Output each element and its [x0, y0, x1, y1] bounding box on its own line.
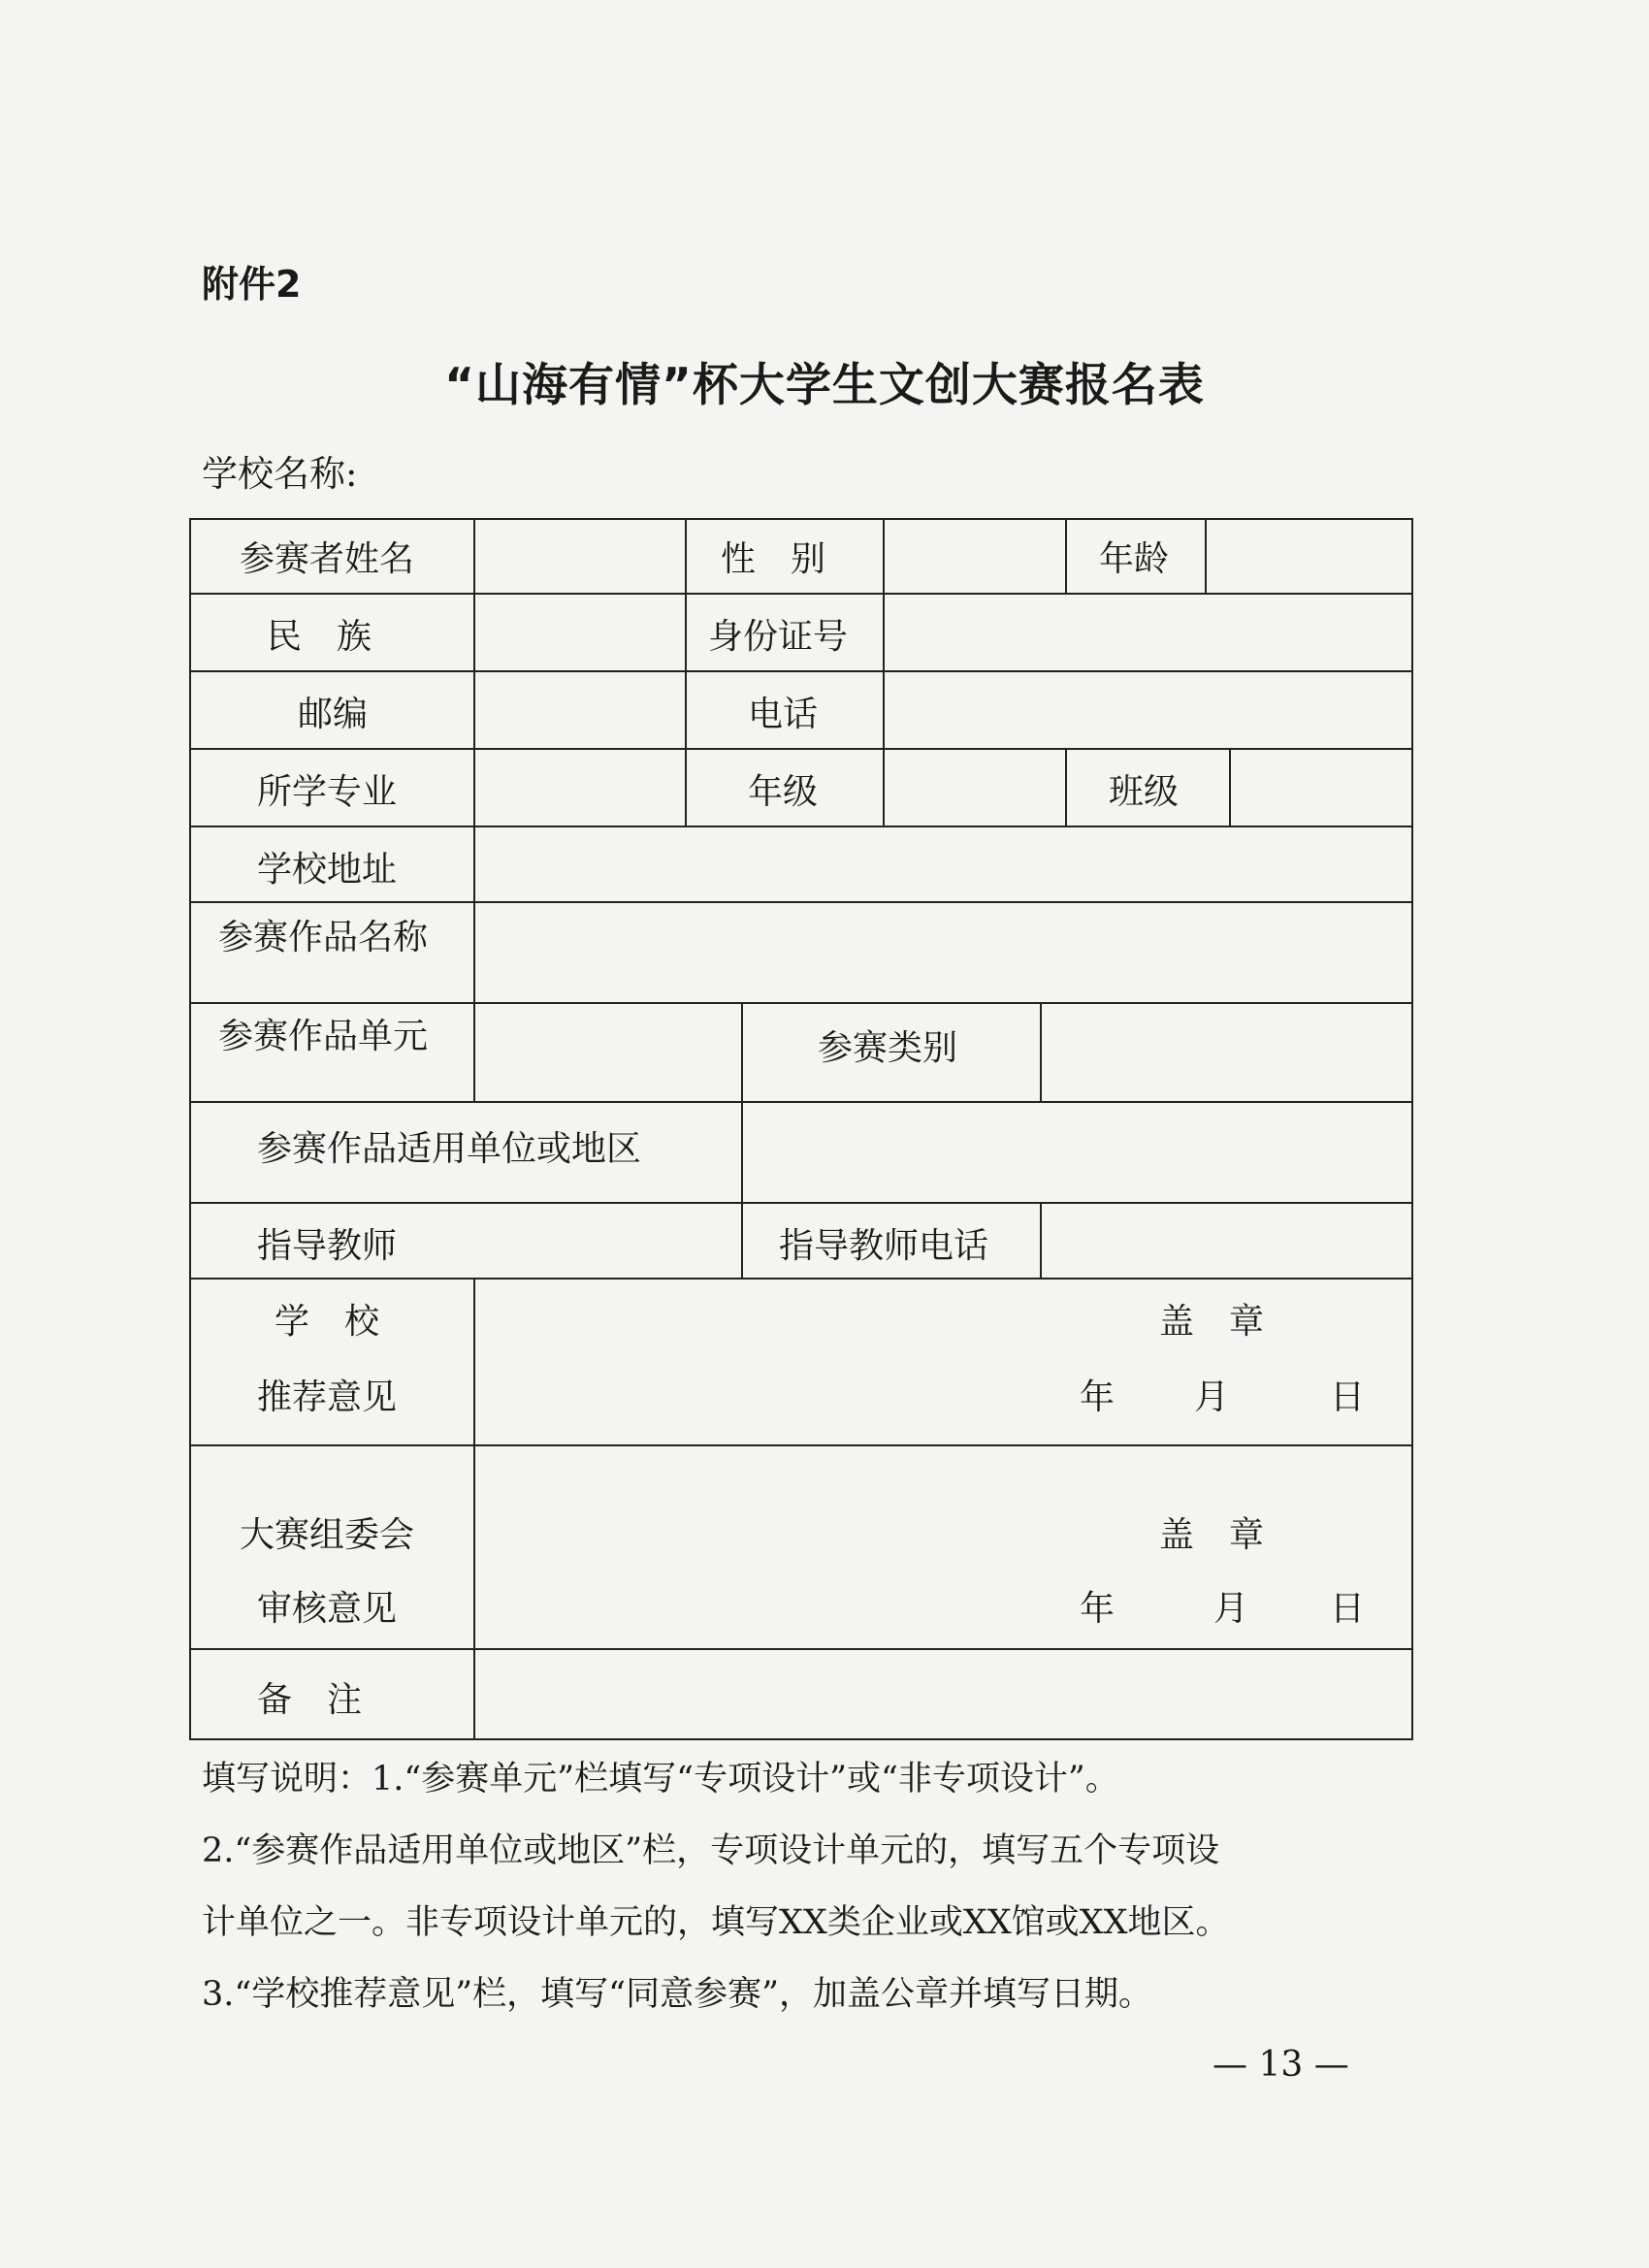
- label-grade: 年级: [748, 772, 819, 812]
- page-number: — 13 —: [1212, 2045, 1349, 2085]
- label-postcode: 邮编: [298, 695, 369, 734]
- label-class: 班级: [1109, 772, 1180, 812]
- school-seal-label: 盖 章: [1159, 1302, 1265, 1342]
- label-work-unit: 参赛作品单元: [218, 1017, 429, 1056]
- label-school-opinion-1: 学 校: [275, 1302, 380, 1342]
- label-major: 所学专业: [257, 772, 398, 812]
- label-phone: 电话: [748, 695, 819, 734]
- school-day-label: 日: [1330, 1377, 1366, 1417]
- label-committee-opinion-1: 大赛组委会: [240, 1515, 415, 1555]
- note-line-2: 2.“参赛作品适用单位或地区”栏，专项设计单元的，填写五个专项设: [202, 1831, 1220, 1870]
- school-year-label: 年: [1080, 1377, 1116, 1417]
- label-school-address: 学校地址: [257, 850, 398, 890]
- committee-year-label: 年: [1080, 1589, 1116, 1629]
- label-name: 参赛者姓名: [240, 539, 415, 579]
- label-teacher-phone: 指导教师电话: [779, 1226, 989, 1266]
- label-applicable-region: 参赛作品适用单位或地区: [257, 1129, 642, 1169]
- school-name-label: 学校名称:: [202, 453, 358, 495]
- committee-day-label: 日: [1330, 1589, 1366, 1629]
- school-month-label: 月: [1194, 1377, 1230, 1417]
- label-remarks: 备 注: [257, 1680, 363, 1720]
- committee-seal-label: 盖 章: [1159, 1515, 1265, 1555]
- attachment-label: 附件2: [202, 263, 302, 306]
- label-teacher: 指导教师: [257, 1226, 398, 1266]
- label-category: 参赛类别: [818, 1028, 958, 1068]
- label-age: 年龄: [1099, 539, 1170, 579]
- note-line-3: 计单位之一。非专项设计单元的，填写XX类企业或XX馆或XX地区。: [202, 1903, 1230, 1942]
- label-gender: 性 别: [721, 539, 826, 579]
- committee-month-label: 月: [1213, 1589, 1249, 1629]
- label-id-number: 身份证号: [708, 617, 849, 657]
- label-committee-opinion-2: 审核意见: [257, 1589, 398, 1629]
- page-title: “山海有情”杯大学生文创大赛报名表: [444, 359, 1205, 412]
- note-line-4: 3.“学校推荐意见”栏，填写“同意参赛”，加盖公章并填写日期。: [202, 1975, 1152, 2014]
- label-ethnicity: 民 族: [267, 617, 372, 657]
- label-school-opinion-2: 推荐意见: [257, 1377, 398, 1417]
- registration-form: [189, 518, 1413, 1740]
- label-work-name: 参赛作品名称: [218, 918, 429, 957]
- note-line-1: 填写说明：1.“参赛单元”栏填写“专项设计”或“非专项设计”。: [202, 1760, 1119, 1798]
